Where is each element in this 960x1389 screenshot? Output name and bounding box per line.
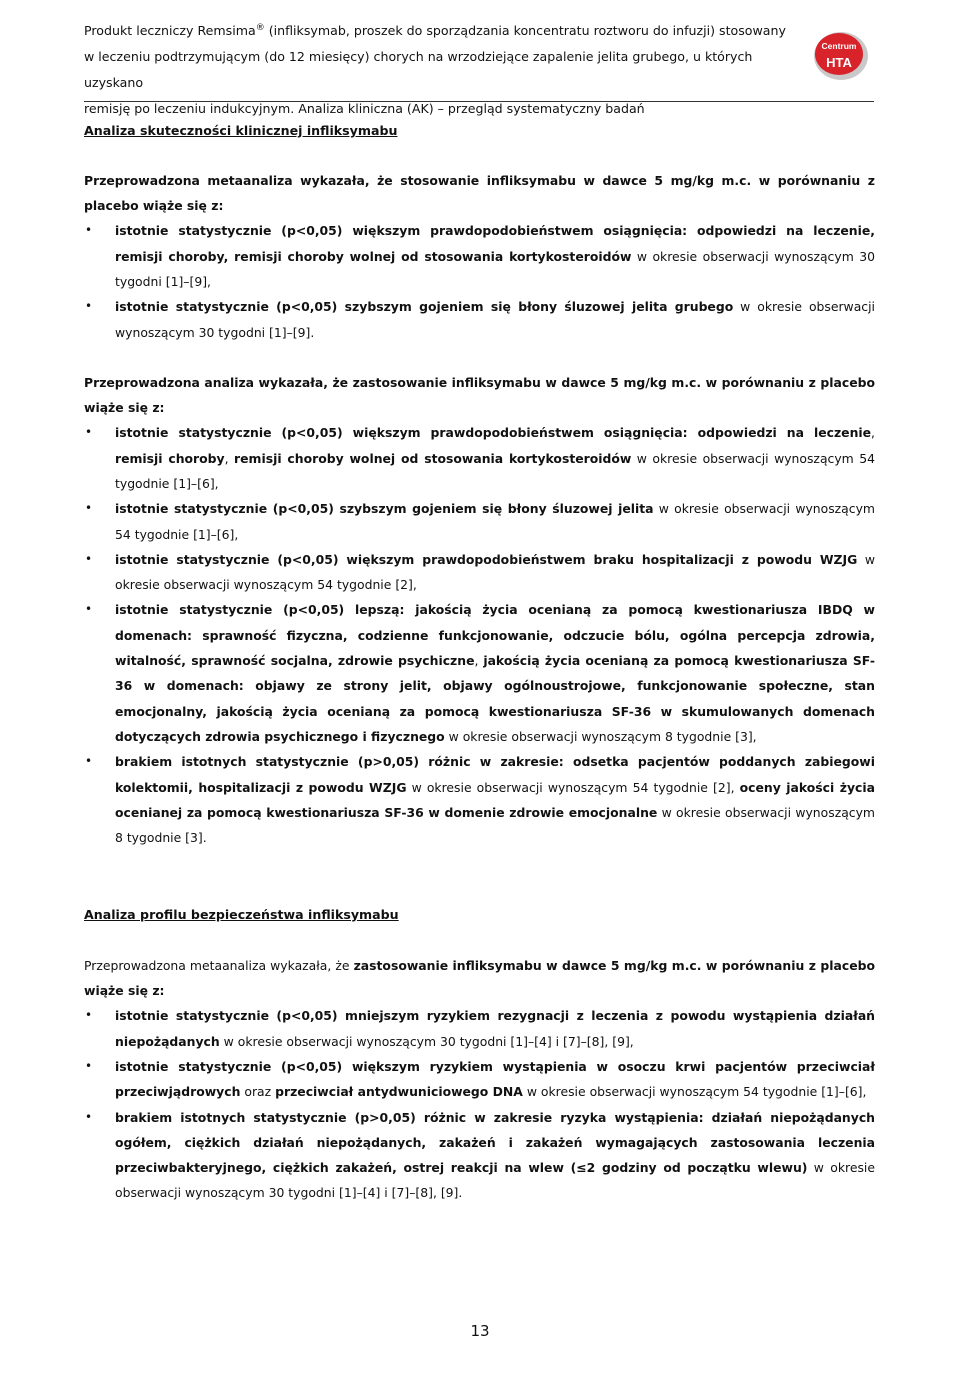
item-text: , [224,450,235,466]
item-text: , [474,653,484,669]
list-item [84,420,875,496]
item-bold: remisji choroby wolnej od stosowania kortykosteroidów [234,450,632,466]
item-bold: jakością życia ocenianą za pomocą kwestionariusza SF-36 w domenach: objawy ze strony jelit, objawy ogólnoustrojowe, funkcjonowanie społeczne, stan emocjonalny, jakością życia ocenianą za pomocą kwestionariusza SF-36 w skumulowanych domenach dotyczących zdrowia psychicznego i fizycznego [115,653,875,744]
item-text: w okresie obserwacji wynoszącym 30 tygodni [1]–[9], [115,248,875,289]
list-item [84,597,875,749]
header-text: Produkt leczniczy Remsima [84,23,256,38]
list-item [84,294,875,345]
list-item [84,1003,875,1054]
header-line-2: w leczeniu podtrzymującym (do 12 miesięcy) chorych na wrzodziejące zapalenie jelita grubego, u których uzyskano [84,49,753,90]
list-item [84,496,875,547]
item-bold: brakiem istotnych statystycznie (p>0,05) różnic w zakresie ryzyka wystąpienia: działań niepożądanych ogółem, ciężkich działań niepożądanych, zakażeń i zakażeń wymagających zastosowania leczenia przeciwbakteryjnego, ciężkich zakażeń, ostrej reakcji na wlew (≤2 godziny od początku wlewu) [115,1109,875,1176]
item-bold: istotnie statystycznie (p<0,05) mniejszym ryzykiem rezygnacji z leczenia z powodu wystąpienia działań niepożądanych [115,1008,875,1049]
item-bold: oceny jakości życia ocenianej za pomocą kwestionariusza SF-36 w domenie zdrowie emocjonalne [115,779,875,820]
block-intro [84,370,875,420]
item-text: w okresie obserwacji wynoszącym 8 tygodnie [3]. [115,804,876,846]
page-header [84,18,799,122]
intro-bold: Przeprowadzona analiza wykazała, że zastosowanie infliksymabu w dawce 5 mg/kg m.c. w porównaniu z placebo wiąże się z: [84,375,875,416]
item-text: w okresie obserwacji wynoszącym 54 tygodnie [1]–[6], [115,501,875,542]
item-text: w okresie obserwacji wynoszącym 30 tygodni [1]–[4] i [7]–[8], [9]. [115,1160,875,1201]
section-heading: Analiza profilu bezpieczeństwa infliksymabu [84,907,399,922]
item-bold: istotnie statystycznie (p<0,05) szybszym gojeniem się błony śluzowej jelita [115,501,654,517]
item-text: , [871,425,875,441]
item-text: w okresie obserwacji wynoszącym 30 tygodni [1]–[4] i [7]–[8], [9], [219,1033,634,1049]
bullet-list [84,420,875,850]
header-line-3: remisję po leczeniu indukcyjnym. Analiza kliniczna (AK) – przegląd systematyczny badań [84,101,645,116]
item-bold: istotnie statystycznie (p<0,05) większym prawdopodobieństwem osiągnięcia: odpowiedzi na leczenie [115,425,872,441]
item-text: w okresie obserwacji wynoszącym 54 tygodnie [2], [115,551,875,593]
intro-bold: Przeprowadzona metaanaliza wykazała, że stosowanie infliksymabu w dawce 5 mg/kg m.c. w porównaniu z placebo wiąże się z: [84,173,875,214]
item-bold: istotnie statystycznie (p<0,05) większym prawdopodobieństwem osiągnięcia: odpowiedzi na leczenie, remisji choroby, remisji choroby wolnej od stosowania kortykosteroidów [115,223,875,264]
registered-mark: ® [255,22,265,33]
bullet-list [84,1003,875,1205]
intro-bold: zastosowanie infliksymabu w dawce 5 mg/kg m.c. w porównaniu z placebo wiąże się z: [84,958,875,999]
item-bold: brakiem istotnych statystycznie (p>0,05) różnic w zakresie: odsetka pacjentów poddanych zabiegowi kolektomii, hospitalizacji z powodu WZJG [115,754,875,795]
bullet-list [84,218,875,344]
list-item [84,1054,875,1105]
block-intro [84,168,875,218]
block-intro [84,953,875,1003]
efficacy-block-2 [84,370,875,850]
page-number: 13 [470,1322,490,1340]
intro-text: Przeprowadzona metaanaliza wykazała, że [84,958,354,973]
item-text: oraz [240,1084,276,1100]
list-item [84,1105,875,1206]
header-text: (infliksymab, proszek do sporządzania koncentratu roztworu do infuzji) stosowany [264,23,786,38]
logo-text-top: Centrum [821,41,857,51]
item-text: w okresie obserwacji wynoszącym 54 tygodnie [1]–[6], [522,1084,867,1100]
logo-icon [812,30,870,82]
item-text: w okresie obserwacji wynoszącym 54 tygodnie [2], [406,779,740,795]
list-item [84,749,875,850]
safety-section [84,902,875,928]
item-bold: istotnie statystycznie (p<0,05) większym prawdopodobieństwem braku hospitalizacji z powodu WZJG [115,551,858,567]
item-bold: istotnie statystycznie (p<0,05) większym ryzykiem wystąpienia w osoczu krwi pacjentów przeciwciał przeciwjądrowych [115,1059,875,1100]
item-bold: remisji choroby [115,450,225,466]
efficacy-block-1 [84,168,875,345]
header-divider [84,101,874,102]
item-bold: istotnie statystycznie (p<0,05) szybszym gojeniem się błony śluzowej jelita grubego [115,299,734,315]
list-item [84,218,875,294]
section-heading: Analiza skuteczności klinicznej infliksymabu [84,123,398,138]
item-text: w okresie obserwacji wynoszącym 8 tygodnie [3], [444,728,757,744]
item-text: w okresie obserwacji wynoszącym 30 tygodni [1]–[9]. [115,299,875,340]
header-line-1 [84,18,799,44]
centrum-hta-logo [812,30,870,82]
efficacy-section [84,118,875,144]
logo-text-bottom: HTA [826,55,852,70]
safety-block [84,953,875,1206]
item-bold: przeciwciał antydwuniciowego DNA [275,1084,523,1100]
item-bold: istotnie statystycznie (p<0,05) lepszą: jakością życia ocenianą za pomocą kwestionariusza IBDQ w domenach: sprawność fizyczna, codzienne funkcjonowanie, odczucie bólu, ogólna percepcja zdrowia, witalność, sprawność socjalna, zdrowie psychiczne [115,602,875,669]
item-text: w okresie obserwacji wynoszącym 54 tygodnie [1]–[6], [115,450,875,491]
list-item [84,547,875,598]
